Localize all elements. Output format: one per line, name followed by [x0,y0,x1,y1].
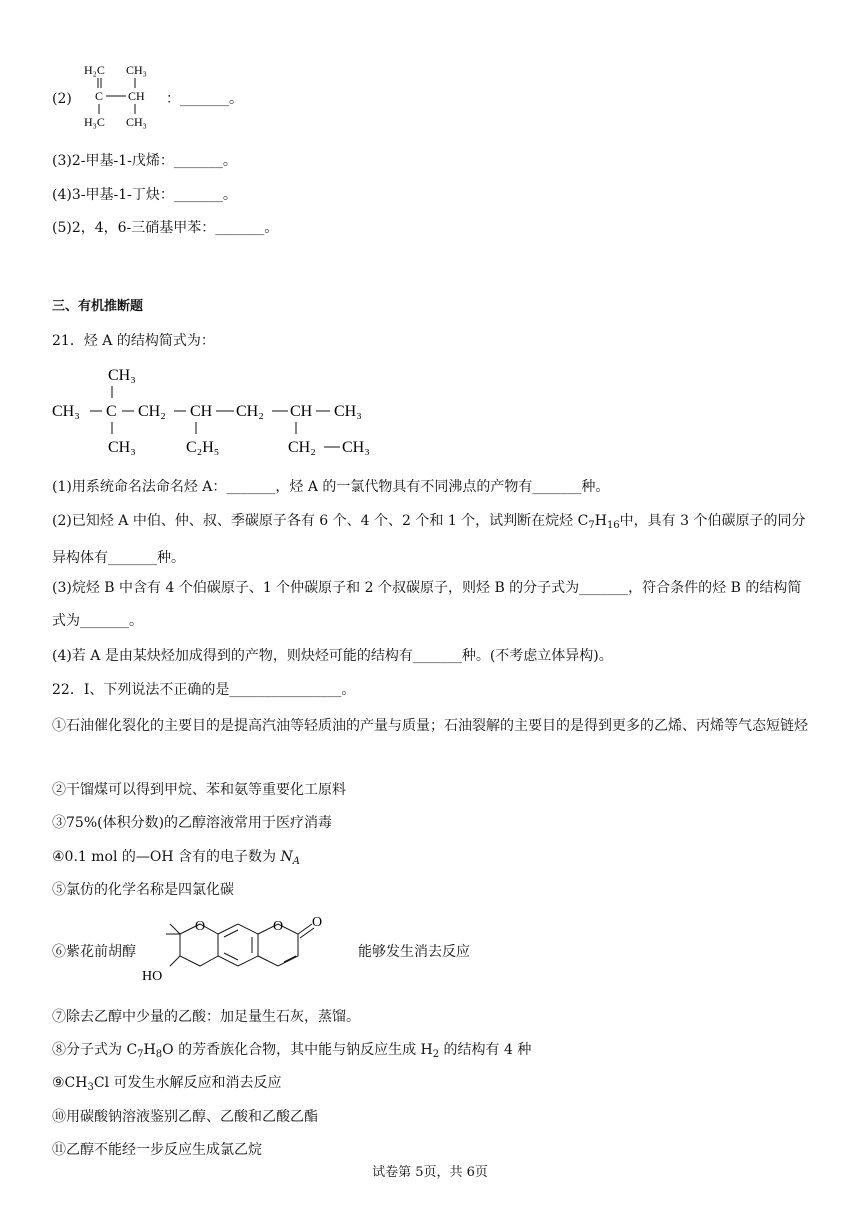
q20-item2-blank: ：_______。 [166,91,243,107]
ring-o-2: O [273,919,284,934]
q22-s8-c: O 的芳香族化合物，其中能与钠反应生成 H [162,1042,433,1058]
q22-s4-text: ④0.1 mol 的—OH 含有的电子数为 [52,849,281,865]
chain-ch-2: CH [290,403,313,420]
sub-ch3-bottom: CH₃ [108,439,136,456]
chain-ch-1: CH [190,403,213,420]
q22-statement-9 [52,1073,282,1098]
chain-ch2-2: CH₂ [236,403,264,420]
q22-statement-7: ⑦除去乙醇中少量的乙酸：加足量生石灰，蒸馏。 [52,1009,360,1025]
q22-s8-sub1: 7 [137,1049,144,1060]
q21-stem: 21．烃 A 的结构简式为： [52,333,215,349]
sub-ch2: CH₂ [288,439,316,456]
q22-statement-10: ⑩用碳酸钠溶液鉴别乙醇、乙酸和乙酸乙酯 [52,1109,318,1125]
sub-ch3-end: CH₃ [342,439,370,456]
q21-part2-sub2: 16 [606,520,620,531]
struct-ch3-bottom: CH₃ [126,115,147,129]
q22-s4-na-sub: A [292,856,300,867]
q22-s8-sub2: 8 [155,1049,163,1060]
struct-ch3-top: CH₃ [126,63,147,77]
struct-h3c: H₃C [84,115,105,129]
ho-label: HO [142,969,163,984]
q22-s8-b: H [143,1042,156,1058]
q22-statement-6a: ⑥紫花前胡醇 [52,944,136,960]
struct-c: C [95,89,104,103]
q20-item2-number: (2) [52,91,72,107]
q22-s4-na: N [280,849,293,865]
q21-part2 [52,505,808,575]
q22-s9-b: Cl 可发生水解反应和消去反应 [93,1075,282,1091]
q21-part2-text-c: 中，具有 3 个伯碳原子的同分异构体有_______种。 [52,513,806,566]
section-title: 三、有机推断题 [52,299,144,314]
struct-ch: CH [128,89,145,103]
chain-ch2-1: CH₂ [138,403,166,420]
q21-structure [50,360,380,460]
q22-statement-3: ③75%(体积分数)的乙醇溶液常用于医疗消毒 [52,815,333,831]
q22-statement-5: ⑤氯仿的化学名称是四氯化碳 [52,882,234,898]
q22-s9-sub: 3 [87,1082,94,1093]
q22-statement-11: ⑪乙醇不能经一步反应生成氯乙烷 [52,1142,262,1158]
q22-statement-6b: 能够发生消去反应 [358,944,470,960]
q21-part1: (1)用系统命名法命名烃 A：_______，烃 A 的一氯代物具有不同沸点的产物有_______种。 [52,479,610,495]
q22-statement-4 [52,847,300,872]
q20-item5: (5)2，4，6-三硝基甲苯：_______。 [52,220,279,236]
q22-s9-a: ⑨CH [52,1075,88,1091]
q22-stem: 22．I、下列说法不正确的是________________。 [52,682,356,698]
q20-item3: (3)2-甲基-1-戊烯：_______。 [52,153,237,169]
q22-statement-8 [52,1040,531,1065]
q21-part3: (3)烷烃 B 中含有 4 个伯碳原子、1 个仲碳原子和 2 个叔碳原子，则烃 B 的分子式为_______，符合条件的烃 B 的结构简式为_______。 [52,580,802,629]
q21-part2-text-b: H [594,513,607,529]
q22-statement-1: ①石油催化裂化的主要目的是提高汽油等轻质油的产量与质量；石油裂解的主要目的是得到更多的乙烯、丙烯等气态短链烃 [52,718,808,734]
sub-c2h5: C₂H₅ [186,439,220,456]
struct-h2c: H₂C [84,63,105,77]
q20-item2-structure [80,58,160,132]
chain-ch3-right: CH₃ [334,403,362,420]
q22-s8-sub3: 2 [432,1049,440,1060]
q21-part2-text-a: (2)已知烃 A 中伯、仲、叔、季碳原子各有 6 个、4 个、2 个和 1 个，试判断在烷烃 C [52,513,589,529]
chain-c: C [106,403,117,420]
carbonyl-o: O [312,915,323,930]
chain-ch3-left: CH₃ [52,403,80,420]
q22-statement-2: ②干馏煤可以得到甲烷、苯和氨等重要化工原料 [52,782,346,798]
page-footer: 试卷第 5页，共 6页 [372,1165,488,1180]
q22-s8-a: ⑧分子式为 C [52,1042,138,1058]
q22-coumarin-structure [140,910,355,990]
sub-ch3-top: CH₃ [108,367,136,384]
q20-item4: (4)3-甲基-1-丁炔：_______。 [52,187,237,203]
q21-part4: (4)若 A 是由某炔烃加成得到的产物，则炔烃可能的结构有_______种。(不考虑立体异构)。 [52,648,613,664]
q21-part2-sub1: 7 [588,520,595,531]
ring-o-1: O [195,919,206,934]
q22-s8-d: 的结构有 4 种 [439,1042,532,1058]
